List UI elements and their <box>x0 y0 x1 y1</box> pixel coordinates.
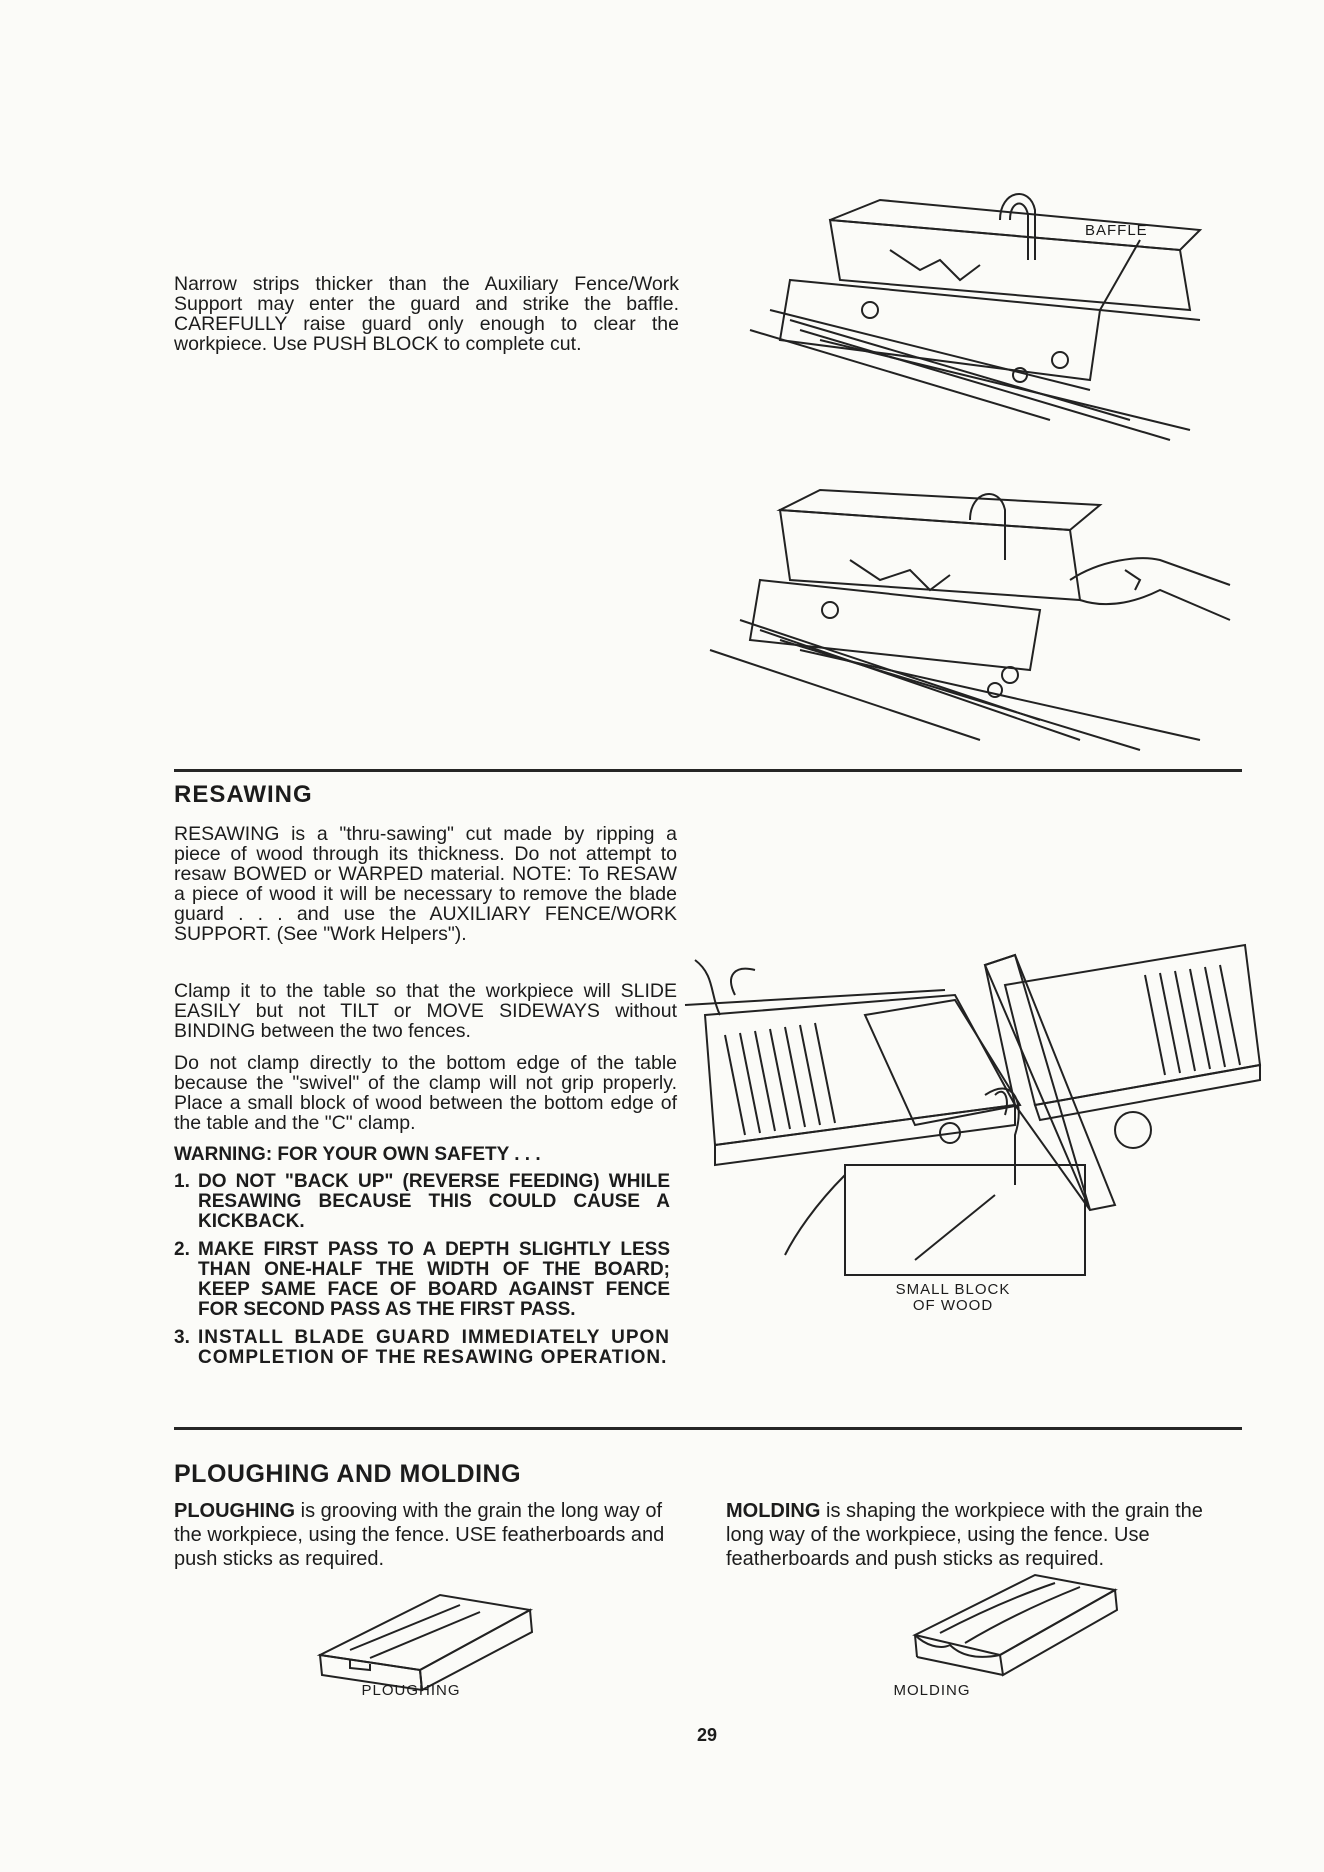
baffle-label: BAFFLE <box>1085 222 1148 239</box>
resawing-heading: RESAWING <box>174 781 313 808</box>
push-block-figure <box>740 490 1240 750</box>
ploughing-text: is grooving with the grain the long way of the workpiece, using the fence. USE featherboards and push sticks as required. <box>174 1500 665 1570</box>
section-divider <box>174 769 1242 772</box>
small-block-label-line2: OF WOOD <box>912 1297 994 1314</box>
ploughing-paragraph <box>174 1499 681 1571</box>
warning-heading: WARNING: FOR YOUR OWN SAFETY . . . <box>174 1144 541 1165</box>
intro-paragraph: Narrow strips thicker than the Auxiliary Fence/Work Support may enter the guard and strike the baffle. CAREFULLY raise guard only enough to clear the workpiece. Use PUSH BLOCK to complete cut. <box>174 273 679 355</box>
ploughing-term: PLOUGHING <box>174 1500 296 1522</box>
list-item: 1. DO NOT "BACK UP" (REVERSE FEEDING) WHILE RESAWING BECAUSE THIS COULD CAUSE A KICKBACK. <box>174 1171 670 1232</box>
resaw-table-figure <box>685 955 1260 1285</box>
page-number: 29 <box>697 1725 718 1745</box>
warning-list <box>174 1172 670 1376</box>
ploughing-molding-heading: PLOUGHING AND MOLDING <box>174 1460 522 1488</box>
resawing-paragraph-3: Do not clamp directly to the bottom edge of the table because the "swivel" of the clamp will not grip properly. Place a small block of wood between the bottom edge of the table and the "C" clamp. <box>174 1052 677 1134</box>
molding-paragraph <box>726 1499 1238 1571</box>
list-item: 2. MAKE FIRST PASS TO A DEPTH SLIGHTLY LESS THAN ONE-HALF THE WIDTH OF THE BOARD; KEEP SAME FACE OF BOARD AGAINST FENCE FOR SECOND PASS AS THE FIRST PASS. <box>174 1239 670 1320</box>
molding-caption: MOLDING <box>893 1682 971 1699</box>
molding-text: is shaping the workpiece with the grain the long way of the workpiece, using the fence. Use featherboards and push sticks as required. <box>726 1500 1203 1570</box>
ploughing-caption: PLOUGHING <box>361 1682 461 1699</box>
section-divider <box>174 1427 1242 1430</box>
list-item: 3. INSTALL BLADE GUARD IMMEDIATELY UPON COMPLETION OF THE RESAWING OPERATION. <box>174 1327 670 1368</box>
ploughing-figure <box>310 1590 540 1690</box>
molding-figure <box>905 1575 1125 1685</box>
molding-term: MOLDING <box>726 1500 821 1522</box>
small-block-label <box>893 1282 1013 1314</box>
small-block-label-line1: SMALL BLOCK <box>895 1281 1011 1298</box>
resawing-paragraph-2: Clamp it to the table so that the workpiece will SLIDE EASILY but not TILT or MOVE SIDEWAYS without BINDING between the two fences. <box>174 980 677 1042</box>
resawing-paragraph-1: RESAWING is a "thru-sawing" cut made by ripping a piece of wood through its thickness. Do not attempt to resaw BOWED or WARPED material. NOTE: To RESAW a piece of wood it will be necessary to remove the blade guard . . . and use the AUXILIARY FENCE/WORK SUPPORT. (See "Work Helpers"). <box>174 823 677 945</box>
